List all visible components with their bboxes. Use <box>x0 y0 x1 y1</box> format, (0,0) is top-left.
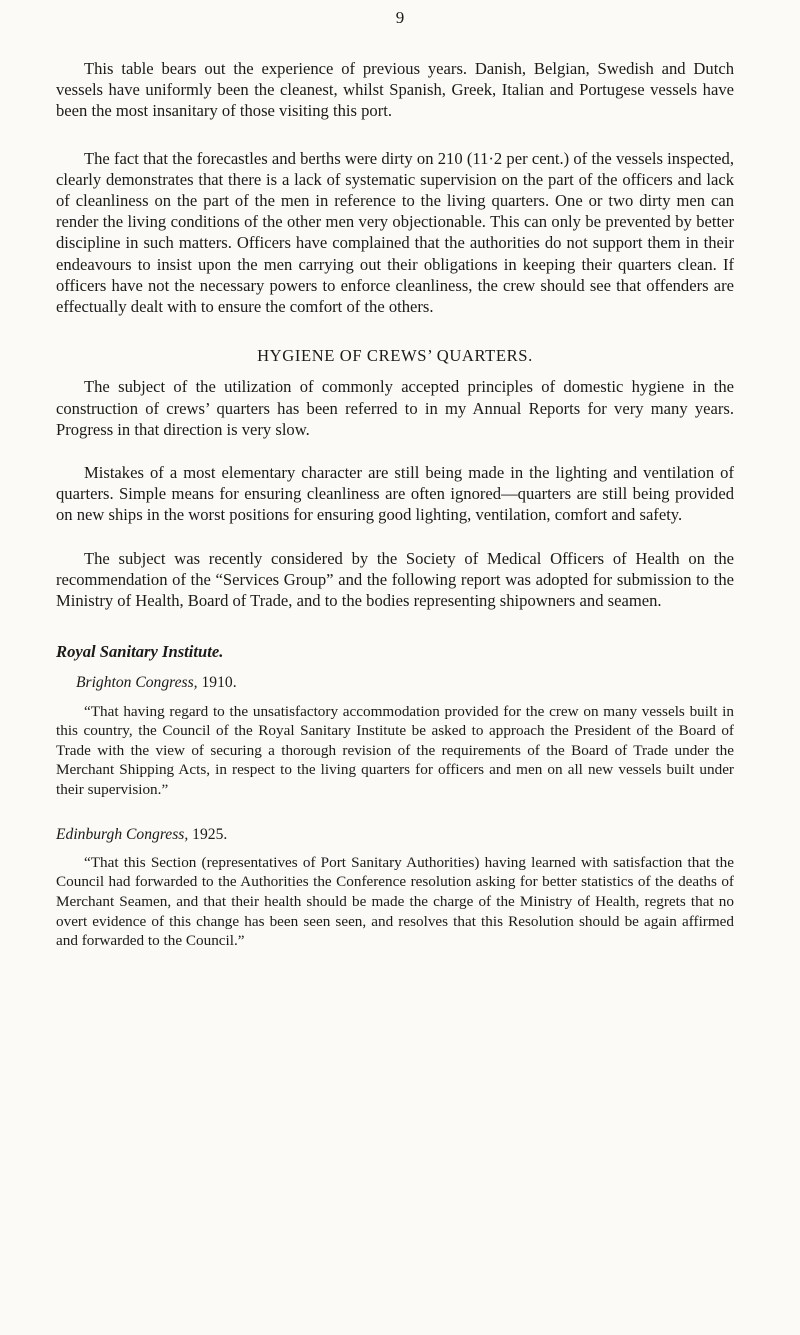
institute-heading: Royal Sanitary Institute. <box>56 642 224 662</box>
congress-edinburgh-place: Edinburgh Congress, <box>56 825 189 843</box>
congress-brighton <box>56 672 734 693</box>
congress-edinburgh <box>56 824 734 845</box>
paragraph-society-report: The subject was recently considered by the Society of Medical Officers of Health on the recommendation of the “Services Group” and the following report was adopted for submission to the Ministry of Health, Board of Trade, and to the bodies representing shipowners and seamen. <box>56 548 734 611</box>
paragraph-hygiene-subject: The subject of the utilization of commonly accepted principles of domestic hygiene in the construction of crews’ quarters has been referred to in my Annual Reports for very many years. Progress in that direction is very slow. <box>56 377 734 439</box>
section-heading: HYGIENE OF CREWS’ QUARTERS. <box>257 346 533 366</box>
paragraph-table-summary: This table bears out the experience of previous years. Danish, Belgian, Swedish and Dutch vessels have uniformly been the cleanest, whilst Spanish, Greek, Italian and Portugese vessels have been the most insanitary of those visiting this port. <box>56 59 734 121</box>
paragraph-mistakes: Mistakes of a most elementary character are still being made in the lighting and ventilation of quarters. Simple means for ensuring cleanliness are often ignored—quarters are still being provided on new ships in the worst positions for ensuring good lighting, ventilation, comfort and safety. <box>56 463 734 525</box>
page-number: 9 <box>395 8 405 27</box>
page-content <box>56 58 734 951</box>
resolution-1925: “That this Section (representatives of Port Sanitary Authorities) having learned with satisfaction that the Council had forwarded to the Authorities the Conference resolution asking for better statistics of the deaths of Merchant Seamen, and that their health should be made the charge of the Ministry of Health, regrets that no overt evidence of this change has been seen seen, and resolves that this Resolution should be again affirmed and forwarded to the Council.” <box>56 853 734 950</box>
congress-brighton-place: Brighton Congress, <box>76 674 198 692</box>
congress-brighton-year: 1910. <box>201 674 237 692</box>
paragraph-forecastles: The fact that the forecastles and berths were dirty on 210 (11·2 per cent.) of the vessels inspected, clearly demonstrates that there is a lack of systematic supervision on the part of the officers and lack of cleanliness on the part of the men in reference to the living quarters. One or two dirty men can render the living conditions of the other men very objectionable. This can only be prevented by better discipline in such matters. Officers have complained that the authorities do not support them in their endeavours to insist upon the men carrying out their obligations in keeping their quarters clean. If officers have not the necessary powers to enforce cleanliness, the crew should see that offenders are effectually dealt with to ensure the comfort of the others. <box>56 148 734 317</box>
congress-edinburgh-year: 1925. <box>192 825 228 843</box>
resolution-1910: “That having regard to the unsatisfactory accommodation provided for the crew on many vessels built in this country, the Council of the Royal Sanitary Institute be asked to approach the President of the Board of Trade with the view of securing a thorough revision of the requirements of the Board of Trade under the Merchant Shipping Acts, in respect to the living quarters for officers and men on all new vessels built under their supervision.” <box>56 702 734 799</box>
